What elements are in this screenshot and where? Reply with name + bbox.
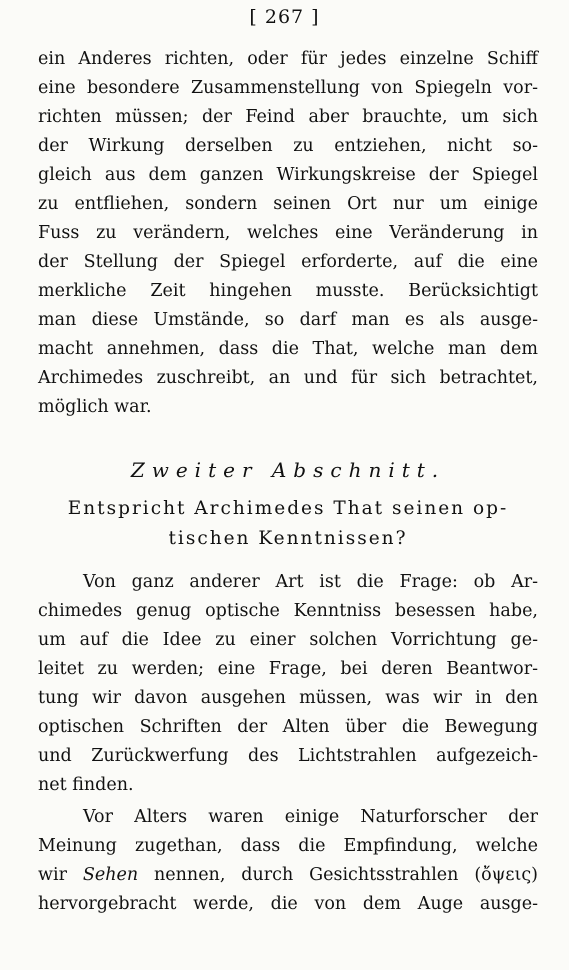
chapter-heading-line: Entspricht Archimedes That seinen op- [67,498,509,519]
text-line: ein Anderes richten, oder für jedes einzelne Schiff [38,49,538,69]
text-line: richten müssen; der Feind aber brauchte, um sich [38,107,538,127]
text-line: gleich aus dem ganzen Wirkungskreise der Spiegel [38,165,538,185]
text-line: man diese Umstände, so darf man es als ausge- [38,310,538,330]
page-number: [ 267 ] [249,6,320,28]
text-line: optischen Schriften der Alten über die Bewegung [38,717,538,737]
text-line: der Stellung der Spiegel erforderte, auf die eine [38,252,538,272]
text-line: der Wirkung derselben zu entziehen, nicht so- [38,136,538,156]
text-line: Fuss zu verändern, welches eine Veränderung in [38,223,538,243]
text-line: macht annehmen, dass die That, welche man dem [38,339,538,359]
text-line: Meinung zugethan, dass die Empfindung, welche [38,836,538,856]
text-line: hervorgebracht werde, die von dem Auge ausge- [38,894,538,914]
text-line: möglich war. [38,397,152,417]
text-line: Archimedes zuschreibt, an und für sich betrachtet, [38,368,538,388]
emphasis-text: Sehen [82,865,139,885]
text-line: chimedes genug optische Kenntniss besessen habe, [38,601,538,621]
text-line: Von ganz anderer Art ist die Frage: ob Ar- [83,572,538,592]
chapter-heading-line: tischen Kenntnissen? [168,528,408,549]
text-line: net finden. [38,775,134,795]
text-line: und Zurückwerfung des Lichtstrahlen aufgezeich- [38,746,538,766]
section-title: Zweiter Abschnitt. [130,458,446,482]
text-line: eine besondere Zusammenstellung von Spiegeln vor- [38,78,538,98]
text-segment: wir [38,865,83,885]
text-line: merkliche Zeit hingehen musste. Berücksichtigt [38,281,538,301]
text-segment: nennen, durch Gesichtsstrahlen (ὄψεις) [138,865,538,885]
text-line: tung wir davon ausgehen müssen, was wir in den [38,688,538,708]
text-line [38,861,538,890]
text-line: Vor Alters waren einige Naturforscher der [83,807,538,827]
text-line: um auf die Idee zu einer solchen Vorrichtung ge- [38,630,538,650]
text-line: zu entfliehen, sondern seinen Ort nur um einige [38,194,538,214]
text-line: leitet zu werden; eine Frage, bei deren Beantwor- [38,659,538,679]
